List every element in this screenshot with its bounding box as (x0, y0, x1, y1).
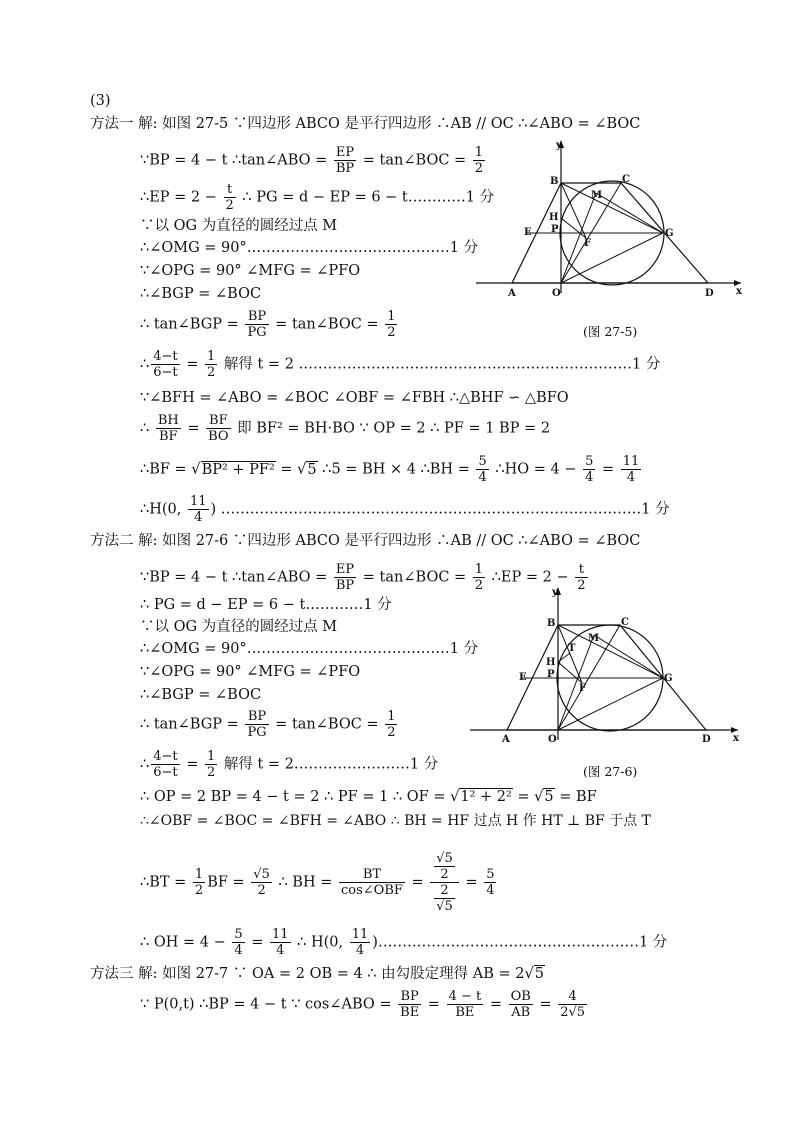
figure-27-5 (476, 138, 746, 298)
fraction: $\frac{4-t}{6-t}$ (153, 349, 178, 380)
m1-line-7: ∴∠BGP = ∠BOC (140, 286, 262, 302)
fraction: $\frac{√5}{2}$ (253, 867, 270, 898)
svg-text:T: T (568, 643, 576, 654)
svg-text:E: E (524, 227, 532, 238)
m3-line-2: ∵ P(0,t) ∴BP = 4 − t ∵ cos∠ABO = $\frac{BP}{BE}$ = $\frac{4 - t}{BE}$ = $\frac{OB}{AB}$ = $\frac{4}{2√5}$ (140, 989, 586, 1020)
fraction: $\frac{t}{2}$ (577, 562, 586, 593)
fraction: $\frac{1}{2}$ (474, 145, 484, 176)
svg-text:C: C (622, 174, 630, 185)
m2-line-5: ∴∠OMG = 90°……………………………………1 分 (140, 641, 479, 657)
fraction: $\frac{BP}{PG}$ (247, 709, 267, 740)
fraction: $\frac{4}{2√5}$ (560, 989, 586, 1020)
figure-caption: (图 27-5) (583, 324, 638, 339)
fraction: $\frac{OB}{AB}$ (510, 989, 531, 1020)
fraction: $\frac{1}{2}$ (207, 749, 216, 780)
m1-line-6: ∵∠OPG = 90° ∠MFG = ∠PFO (140, 263, 361, 279)
svg-text:A: A (508, 288, 516, 298)
fraction: $\frac{BT}{\text{cos∠OBF}}$ (340, 867, 403, 898)
svg-text:P: P (551, 224, 559, 235)
fraction: $\frac{5}{4}$ (585, 454, 594, 485)
m1-line-8: ∴ tan∠BGP = $\frac{BP}{PG}$ = tan∠BOC = $\frac{1}{2}$ (140, 309, 396, 340)
fraction: $\frac{EP}{BP}$ (335, 562, 355, 593)
svg-text:B: B (550, 176, 559, 187)
svg-text:x: x (736, 286, 742, 297)
svg-text:H: H (549, 212, 559, 223)
m1-line-13: ∴H(0, $\frac{11}{4}$ ) ……………………………………………………………………………1 分 (140, 494, 670, 525)
svg-text:P: P (547, 669, 555, 680)
fraction: $\frac{BF}{BO}$ (208, 413, 229, 444)
svg-text:F: F (579, 683, 587, 694)
fraction: $\frac{1}{2}$ (194, 867, 204, 898)
svg-text:G: G (665, 228, 674, 239)
m2-line-1: 方法二 解: 如图 27-6 ∵四边形 ABCO 是平行四边形 ∴AB // OC ∴∠ABO = ∠BOC (90, 533, 641, 549)
compound-fraction: $\frac{\frac{√5}{2}}{\frac{2}{√5}}$ (430, 852, 459, 913)
svg-text:D: D (702, 734, 711, 745)
m2-line-12: ∴BT = $\frac{1}{2}$ BF = $\frac{√5}{2}$ ∴ BH = $\frac{BT}{\text{cos∠OBF}}$ = $\frac{\frac{√5}{2}}{\frac{2}{√5}}$ = $\frac{5}{4}$ (140, 851, 495, 914)
m1-line-4: ∵以 OG 为直径的圆经过点 M (140, 218, 338, 234)
m2-line-6: ∵∠OPG = 90° ∠MFG = ∠PFO (140, 664, 361, 680)
m2-line-10: ∴ OP = 2 BP = 4 − t = 2 ∴ PF = 1 ∴ OF = √1² + 2² = √5 = BF (140, 789, 597, 805)
fraction: $\frac{5}{4}$ (478, 454, 487, 485)
fraction: $\frac{1}{2}$ (207, 349, 216, 380)
svg-text:O: O (552, 288, 561, 298)
m3-line-1: 方法三 解: 如图 27-7 ∵ OA = 2 OB = 4 ∴ 由勾股定理得 AB = 2√5 (90, 966, 544, 982)
part-label: (3) (90, 93, 111, 109)
m2-line-3: ∴ PG = d − EP = 6 − t…………1 分 (140, 597, 392, 613)
fraction: $\frac{11}{4}$ (351, 927, 369, 958)
svg-text:C: C (621, 617, 629, 628)
fraction: $\frac{1}{2}$ (387, 709, 396, 740)
m1-line-12: ∴BF = √BP² + PF² = √5 ∴5 = BH × 4 ∴BH = $\frac{5}{4}$ ∴HO = 4 − $\frac{5}{4}$ = $\frac{11}{4}$ (140, 454, 640, 485)
svg-text:M: M (591, 190, 603, 201)
svg-text:H: H (546, 657, 556, 668)
fraction: $\frac{1}{2}$ (387, 309, 396, 340)
m2-line-13: ∴ OH = 4 − $\frac{5}{4}$ = $\frac{11}{4}$ ∴ H(0, $\frac{11}{4}$ )………………………………………………1 分 (140, 927, 668, 958)
m1-line-1: 方法一 解: 如图 27-5 ∵四边形 ABCO 是平行四边形 ∴AB // OC ∴∠ABO = ∠BOC (90, 116, 641, 132)
figure-caption: (图 27-6) (583, 764, 638, 779)
svg-text:O: O (548, 734, 557, 745)
svg-text:B: B (547, 618, 556, 629)
m1-line-11: ∴ $\frac{BH}{BF}$ = $\frac{BF}{BO}$ 即 BF² = BH·BO ∵ OP = 2 ∴ PF = 1 BP = 2 (140, 413, 551, 444)
m2-line-9: ∴ $\frac{4-t}{6-t}$ = $\frac{1}{2}$ 解得 t = 2……………………1 分 (140, 749, 439, 780)
fraction: $\frac{4-t}{6-t}$ (153, 749, 178, 780)
svg-text:G: G (664, 673, 673, 684)
m1-line-5: ∴∠OMG = 90°……………………………………1 分 (140, 240, 479, 256)
fraction: $\frac{5}{4}$ (234, 927, 243, 958)
m2-line-4: ∵以 OG 为直径的圆经过点 M (140, 619, 338, 635)
svg-text:A: A (502, 734, 510, 745)
fraction: $\frac{t}{2}$ (225, 182, 234, 213)
fraction: $\frac{11}{4}$ (622, 454, 640, 485)
fraction: $\frac{11}{4}$ (271, 927, 289, 958)
fraction: $\frac{1}{2}$ (474, 562, 484, 593)
m2-line-11: ∴∠OBF = ∠BOC = ∠BFH = ∠ABO ∴ BH = HF 过点 H 作 HT ⊥ BF 于点 T (140, 813, 652, 829)
svg-text:D: D (705, 288, 714, 298)
m1-line-3: ∴EP = 2 − $\frac{t}{2}$ ∴ PG = d − EP = 6 − t…………1 分 (140, 182, 495, 213)
svg-text:F: F (584, 238, 592, 249)
svg-text:y: y (552, 587, 558, 598)
fraction: $\frac{5}{4}$ (486, 867, 495, 898)
fraction: $\frac{BP}{BE}$ (400, 989, 420, 1020)
fraction: $\frac{BP}{PG}$ (247, 309, 267, 340)
m2-line-7: ∴∠BGP = ∠BOC (140, 687, 262, 703)
fraction: $\frac{4 - t}{BE}$ (448, 989, 482, 1020)
svg-text:x: x (733, 733, 739, 744)
m1-line-2: ∵BP = 4 − t ∴tan∠ABO = $\frac{EP}{BP}$ = tan∠BOC = $\frac{1}{2}$ (140, 145, 484, 176)
m1-line-10: ∵∠BFH = ∠ABO = ∠BOC ∠OBF = ∠FBH ∴△BHF ∽ △BFO (140, 390, 569, 406)
svg-text:M: M (588, 633, 600, 644)
fraction: $\frac{BH}{BF}$ (157, 413, 179, 444)
figure-27-6 (470, 585, 742, 747)
m2-line-8: ∴ tan∠BGP = $\frac{BP}{PG}$ = tan∠BOC = $\frac{1}{2}$ (140, 709, 396, 740)
m1-line-9: ∴ $\frac{4-t}{6-t}$ = $\frac{1}{2}$ 解得 t = 2 ……………………………………………………………1 分 (140, 349, 661, 380)
fraction: $\frac{EP}{BP}$ (335, 145, 355, 176)
m2-line-2: ∵BP = 4 − t ∴tan∠ABO = $\frac{EP}{BP}$ = tan∠BOC = $\frac{1}{2}$ ∴EP = 2 − $\frac{t}{2}$ (140, 562, 586, 593)
fig-label: y (556, 140, 562, 151)
svg-text:E: E (519, 672, 527, 683)
fraction: $\frac{11}{4}$ (189, 494, 207, 525)
